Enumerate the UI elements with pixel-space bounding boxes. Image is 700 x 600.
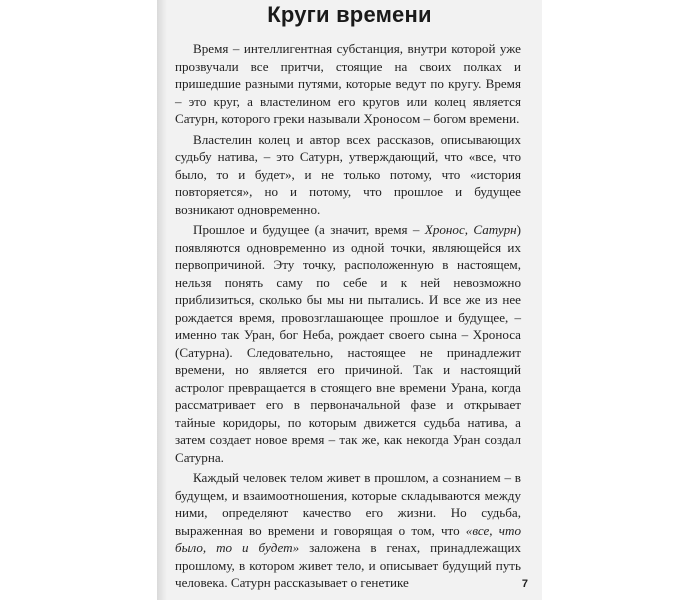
paragraph — [175, 221, 521, 466]
text-segment: Прошлое и будущее (а значит, время – — [193, 222, 425, 237]
italic-text: Хронос, Сатурн — [424, 222, 517, 237]
book-page — [157, 0, 542, 600]
body-text — [175, 40, 521, 595]
text-segment: Время – интеллигентная субстанция, внутри которой уже прозвучали все притчи, стоящие на своих полках и пришедшие разными путями, которые ведут по кругу. Время – это круг, а властелином его кругов или колец является Сатурн, которого греки называли Хроносом – богом времени. — [175, 41, 521, 126]
paragraph — [175, 40, 521, 128]
italic-text: «все, что было, то и будет» — [175, 522, 521, 555]
text-segment: Каждый человек телом живет в прошлом, а сознанием – в будущем, и взаимоотношения, которые складываются между ними, определяют качество его жизни. Но судьба, выраженная во времени и говорящая о том, что — [175, 470, 521, 538]
paragraph — [175, 131, 521, 219]
page-edge-shadow — [157, 0, 167, 600]
text-segment: Властелин колец и автор всех рассказов, описывающих судьбу натива, – это Сатурн, утверждающий, что «все, что было, то и будет», и не только потому, что «история повторяется», но и потому, что прошлое и будущее возникают одновременно. — [175, 131, 521, 217]
text-segment: заложена в генах, принадлежащих прошлому, в котором живет тело, и описывает будущий путь человека. Сатурн рассказывает о генетике — [175, 540, 521, 590]
chapter-title: Круги времени — [267, 2, 432, 27]
text-segment: ) появляются одновременно из одной точки, являющейся их первопричиной. Эту точку, расположенную в настоящем, нельзя понять саму по себе и к ней невозможно приблизиться, сколько бы мы ни пытались. И все же из нее рождается время, провозглашающее прошлое и будущее, – именно так Уран, бог Неба, рождает своего сына – Хроноса (Сатурна). Следовательно, настоящее не принадлежит времени, но является его причиной. Так и настоящий астролог превращается в стоящего вне времени Урана, когда рассматривает его в первоначальной фазе и открывает тайные коридоры, по которым движется судьба натива, а затем создает новое время – так же, как некогда Уран создал Сатурна. — [175, 222, 521, 465]
paragraph — [175, 469, 521, 592]
page-number: 7 — [521, 578, 528, 590]
